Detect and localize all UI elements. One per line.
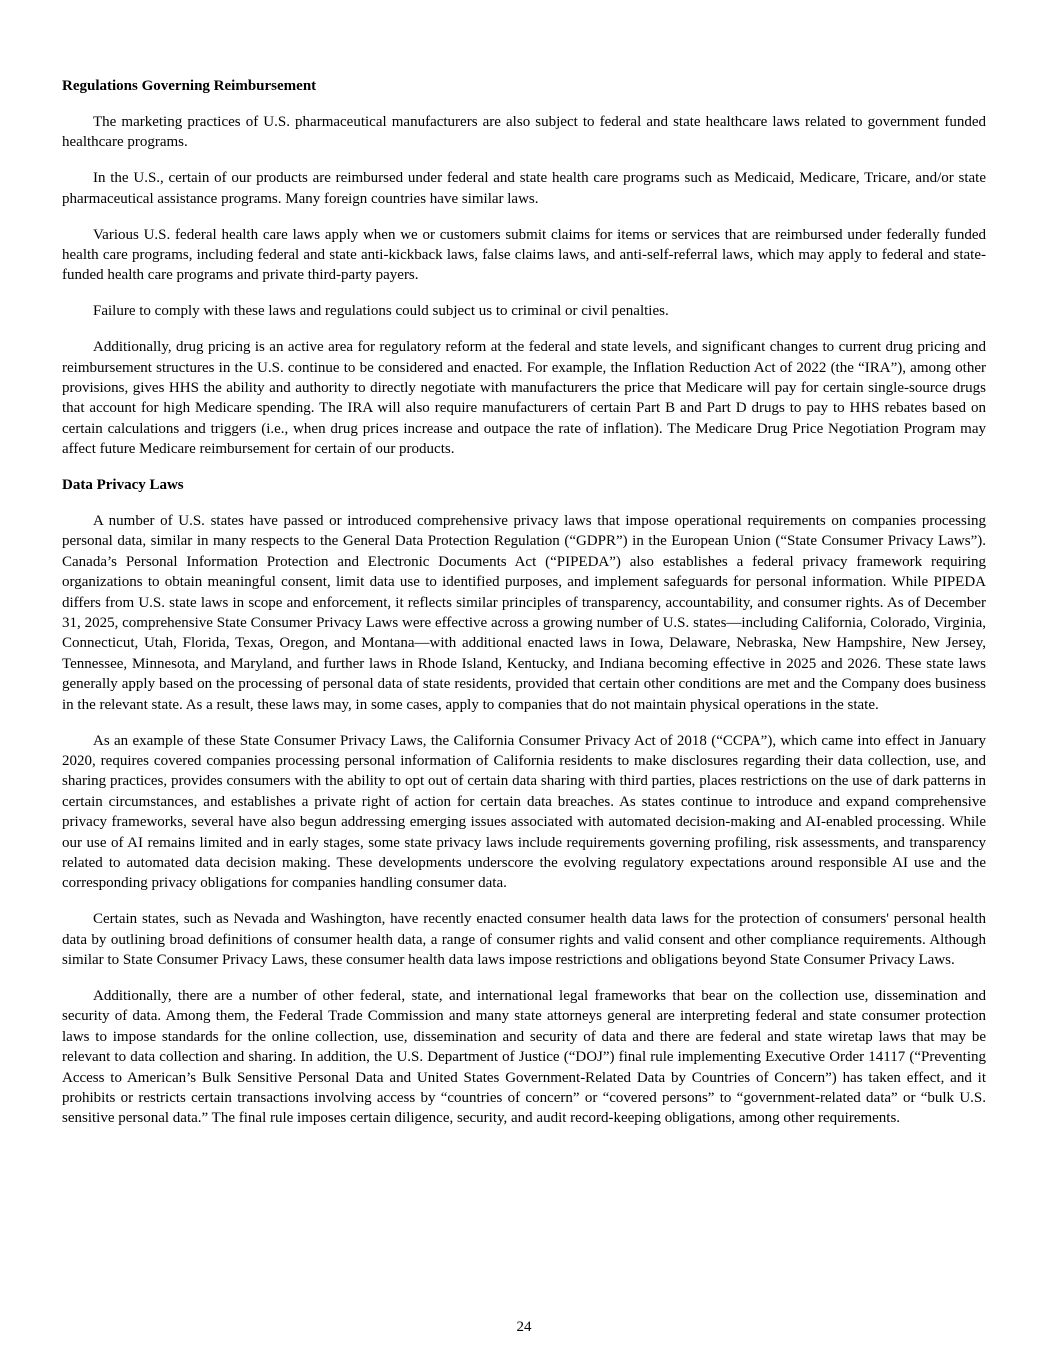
paragraph: Additionally, there are a number of other federal, state, and international legal frameworks that bear on the collection use, dissemination and security of data. Among them, the Federal Trade Commission and many state attorneys general are interpreting federal and state consumer protection laws to impose standards for the online collection, use, dissemination and security of data and there are federal and state wiretap laws that may be relevant to data collection and sharing. In addition, the U.S. Department of Justice (“DOJ”) final rule implementing Executive Order 14117 (“Preventing Access to American’s Bulk Sensitive Personal Data and United States Government-Related Data by Countries of Concern”) has taken effect, and it prohibits or restricts certain transactions involving access by “countries of concern” or “covered persons” to “government-related data” or “bulk U.S. sensitive personal data.” The final rule imposes certain diligence, security, and audit record-keeping obligations, among other requirements. bbox=[62, 988, 986, 1127]
section-heading-reimbursement: Regulations Governing Reimbursement bbox=[62, 78, 317, 94]
section-heading-data-privacy: Data Privacy Laws bbox=[62, 477, 184, 494]
paragraph: Failure to comply with these laws and regulations could subject us to criminal or civil penalties. bbox=[93, 303, 669, 320]
paragraph: A number of U.S. states have passed or introduced comprehensive privacy laws that impose operational requirements on companies processing personal data, similar in many respects to the General Data Protection Regulation (“GDPR”) in the European Union (“State Consumer Privacy Laws”). Canada’s Personal Information Protection and Electronic Documents Act (“PIPEDA”) also establishes a federal privacy framework requiring organizations to obtain meaningful consent, limit data use to identified purposes, and implement safeguards for personal information. While PIPEDA differs from U.S. state laws in scope and enforcement, it reflects similar principles of transparency, accountability, and consumer rights. As of December 31, 2025, comprehensive State Consumer Privacy Laws were effective across a growing number of U.S. states—including California, Colorado, Virginia, Connecticut, Utah, Florida, Texas, Oregon, and Montana—with additional enacted laws in Iowa, Delaware, Nebraska, New Hampshire, New Jersey, Tennessee, Minnesota, and Maryland, and further laws in Rhode Island, Kentucky, and Indiana becoming effective in 2025 and 2026. These state laws generally apply based on the processing of personal data of state residents, provided that certain other conditions are met and the Company does business in the relevant state. As a result, these laws may, in some cases, apply to companies that do not maintain physical operations in the state. bbox=[62, 513, 986, 713]
paragraph: In the U.S., certain of our products are reimbursed under federal and state health care programs such as Medicaid, Medicare, Tricare, and/or state pharmaceutical assistance programs. Many foreign countries have similar laws. bbox=[62, 170, 986, 207]
paragraph: Various U.S. federal health care laws apply when we or customers submit claims for items or services that are reimbursed under federally funded health care programs, including federal and state anti-kickback laws, false claims laws, and anti-self-referral laws, which may apply to federal and state-funded health care programs and private third-party payers. bbox=[62, 226, 986, 284]
document-page bbox=[62, 76, 986, 1144]
paragraph: The marketing practices of U.S. pharmaceutical manufacturers are also subject to federal and state healthcare laws related to government funded healthcare programs. bbox=[62, 113, 986, 151]
paragraph: Additionally, drug pricing is an active area for regulatory reform at the federal and state levels, and significant changes to current drug pricing and reimbursement structures in the U.S. continue to be considered and enacted. For example, the Inflation Reduction Act of 2022 (the “IRA”), among other provisions, gives HHS the ability and authority to directly negotiate with manufacturers the price that Medicare will pay for certain single-source drugs that account for high Medicare spending. The IRA will also require manufacturers of certain Part B and Part D drugs to pay to HHS rebates based on certain calculations and triggers (i.e., when drug prices increase and outpace the rate of inflation). The Medicare Drug Price Negotiation Program may affect future Medicare reimbursement for certain of our products. bbox=[62, 339, 986, 458]
paragraph: As an example of these State Consumer Privacy Laws, the California Consumer Privacy Act of 2018 (“CCPA”), which came into effect in January 2020, requires covered companies processing personal information of California residents to make disclosures regarding their data collection, use, and sharing practices, provides consumers with the ability to opt out of certain data sharing with third parties, places restrictions on the use of dark patterns in certain circumstances, and establishes a private right of action for certain data breaches. As states continue to introduce and expand comprehensive privacy frameworks, several have also begun addressing emerging issues associated with automated decision-making and AI-enabled processing. While our use of AI remains limited and in early stages, some state privacy laws include requirements governing profiling, risk assessments, and transparency related to automated data decision making. These developments underscore the evolving regulatory expectations around responsible AI use and the corresponding privacy obligations for companies handling consumer data. bbox=[62, 732, 986, 892]
page-number: 24 bbox=[516, 1319, 532, 1335]
paragraph: Certain states, such as Nevada and Washington, have recently enacted consumer health data laws for the protection of consumers' personal health data by outlining broad definitions of consumer health data, a range of consumer rights and valid consent and other compliance requirements. Although similar to State Consumer Privacy Laws, these consumer health data laws impose restrictions and obligations beyond State Consumer Privacy Laws. bbox=[62, 911, 986, 969]
